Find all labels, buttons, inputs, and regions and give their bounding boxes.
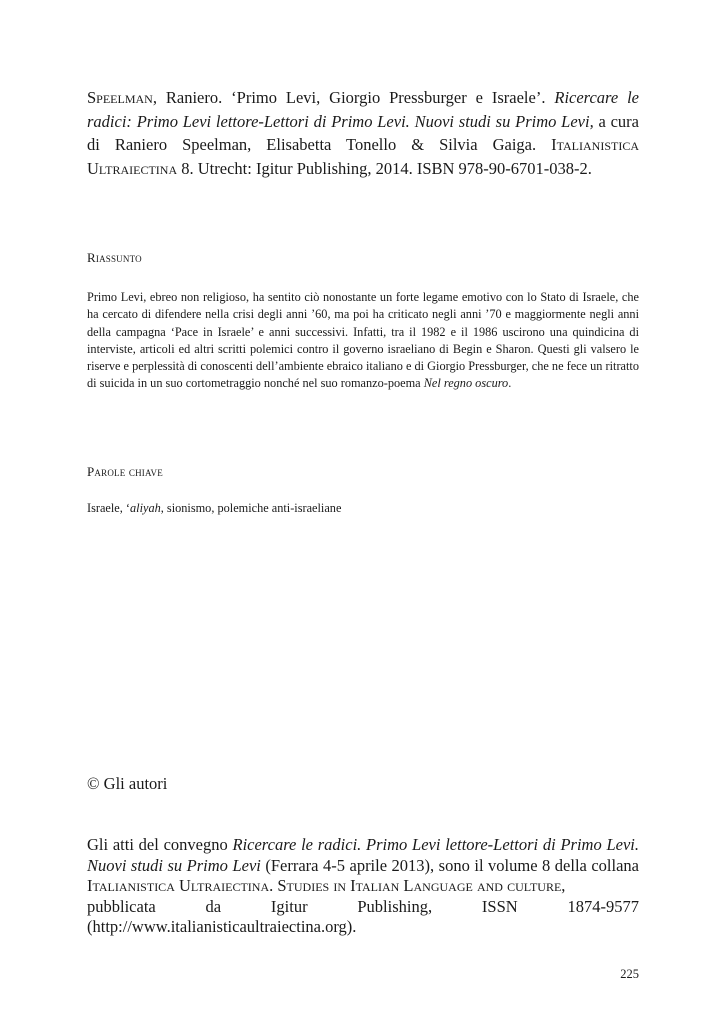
keywords-heading: Parole chiave [87,464,163,479]
citation [87,86,639,180]
abstract-end: . [508,376,512,391]
keywords-prefix: Israele, ‘ [87,501,131,515]
author-rest: , Raniero. [152,88,232,107]
article-title: ‘Primo Levi, Giorgio Pressburger e Israele’. [231,88,555,107]
page-number: 225 [620,967,639,981]
abstract-text [87,289,639,393]
series-name: Italianistica Ultraiectina [87,135,639,178]
colophon-url: (http://www.italianisticaultraiectina.org). [87,917,357,936]
colophon-series: Italianistica Ultraiectina. Studies in Italian Language and culture, [87,876,566,895]
copyright-notice: © Gli autori [87,774,168,793]
colophon-intro: Gli atti del convegno [87,835,233,854]
abstract-main: Primo Levi, ebreo non religioso, ha sentito ciò nonostante un forte legame emotivo con lo Stato di Israele, che ha cercato di difendere nella crisi degli anni ’60, ma poi ha criticato negli anni ’70 e maggiormente negli anni della campagna ‘Pace in Israele’ e anni successivi. Infatti, tra il 1982 e il 1986 uscirono una quindicina di interviste, articoli ed altri scritti polemici contro il governo israeliano di Begin e Sharon. Questi gli valsero le riserve e perplessità di conoscenti dell’ambiente ebraico italiano e di Giorgio Pressburger, che ne fece un ritratto di suicida in un suo cortometraggio nonché nel suo romanzo-poema [87,290,639,391]
colophon-title: Ricercare le radici. Primo Levi lettore-Lettori di Primo Levi. Nuovi studi su Primo Levi [87,835,639,875]
colophon-mid: (Ferrara 4-5 aprile 2013), sono il volume 8 della collana [260,855,639,875]
abstract-italic-title: Nel regno oscuro [423,376,509,391]
publication-info: 8. Utrecht: Igitur Publishing, 2014. ISBN 978-90-6701-038-2. [177,158,592,178]
riassunto-heading: Riassunto [87,250,142,265]
keywords-suffix: , sionismo, polemiche anti-israeliane [160,501,342,515]
book-title: Ricercare le radici: Primo Levi lettore-Lettori di Primo Levi. Nuovi studi su Primo Levi, [87,88,640,131]
author-surname: Speelman [87,88,153,107]
colophon-publisher-line: pubblicata da Igitur Publishing, ISSN 1874-9577 [87,896,639,916]
keywords-italic: aliyah [130,501,161,515]
colophon [87,835,639,938]
keywords-list [87,501,639,516]
editors: a cura di Raniero Speelman, Elisabetta Tonello & Silvia Gaiga. [87,111,639,154]
